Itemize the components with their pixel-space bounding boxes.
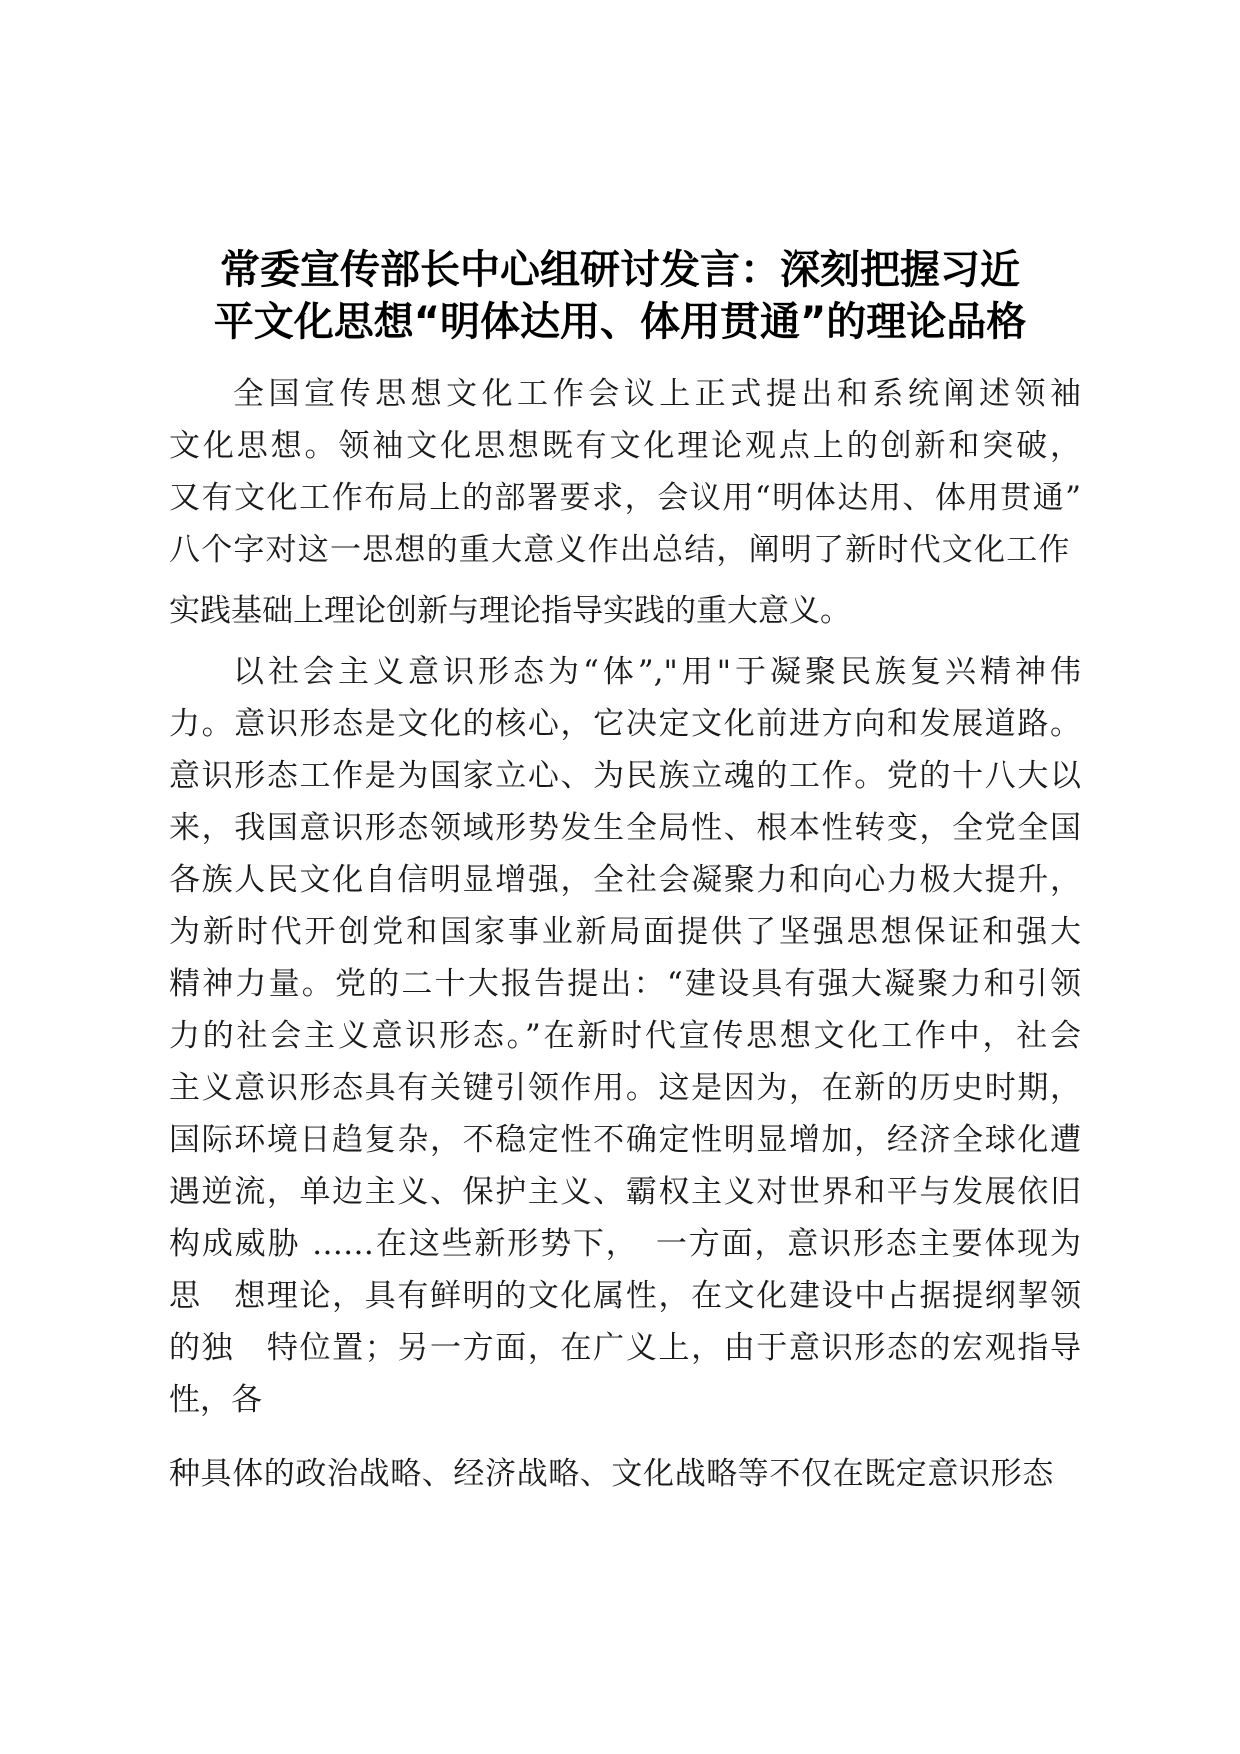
paragraph-1-line: 八个字对这一思想的重大意义作出总结，阐明了新时代文化工作 — [169, 532, 1071, 568]
paragraph-1-line: 又有文化工作布局上的部署要求，会议用“明体达用、体用贯通” — [169, 480, 1081, 516]
document-title-line-1: 常委宣传部长中心组研讨发言：深刻把握习近 — [220, 247, 1020, 293]
paragraph-1-line: 文化思想。领袖文化思想既有文化理论观点上的创新和突破， — [169, 428, 1081, 464]
paragraph-2-line: 力的社会主义意识形态。”在新时代宣传思想文化工作中，社会 — [169, 1018, 1081, 1054]
paragraph-2-line: 力。意识形态是文化的核心，它决定文化前进方向和发展道路。 — [169, 706, 1081, 742]
paragraph-2-line: 的独 特位置；另一方面，在广义上，由于意识形态的宏观指导 — [169, 1330, 1081, 1366]
paragraph-2-line: 构成威胁 ……在这些新形势下， 一方面，意识形态主要体现为 — [169, 1226, 1081, 1262]
paragraph-2-line: 性，各 — [169, 1382, 262, 1418]
paragraph-2-line: 为新时代开创党和国家事业新局面提供了坚强思想保证和强大 — [169, 914, 1081, 950]
paragraph-2-line: 来，我国意识形态领域形势发生全局性、根本性转变，全党全国 — [169, 810, 1081, 846]
paragraph-2-line: 主义意识形态具有关键引领作用。这是因为，在新的历史时期， — [169, 1070, 1081, 1106]
paragraph-2-line: 思 想理论，具有鲜明的文化属性，在文化建设中占据提纲挈领 — [169, 1278, 1081, 1314]
paragraph-2-line: 遇逆流，单边主义、保护主义、霸权主义对世界和平与发展依旧 — [169, 1174, 1081, 1210]
paragraph-2-line: 以社会主义意识形态为“体”,"用"于凝聚民族复兴精神伟 — [233, 654, 1081, 690]
document-title-line-2: 平文化思想“明体达用、体用贯通”的理论品格 — [213, 299, 1027, 345]
paragraph-1-line: 全国宣传思想文化工作会议上正式提出和系统阐述领袖 — [233, 376, 1081, 412]
paragraph-1-line: 实践基础上理论创新与理论指导实践的重大意义。 — [169, 593, 851, 629]
paragraph-2-line: 国际环境日趋复杂，不稳定性不确定性明显增加，经济全球化遭 — [169, 1122, 1081, 1158]
paragraph-2-line: 意识形态工作是为国家立心、为民族立魂的工作。党的十八大以 — [169, 758, 1081, 794]
paragraph-2-line: 各族人民文化自信明显增强，全社会凝聚力和向心力极大提升， — [169, 862, 1081, 898]
paragraph-3-line: 种具体的政治战略、经济战略、文化战略等不仅在既定意识形态 — [169, 1456, 1054, 1492]
paragraph-2-line: 精神力量。党的二十大报告提出：“建设具有强大凝聚力和引领 — [169, 966, 1081, 1002]
